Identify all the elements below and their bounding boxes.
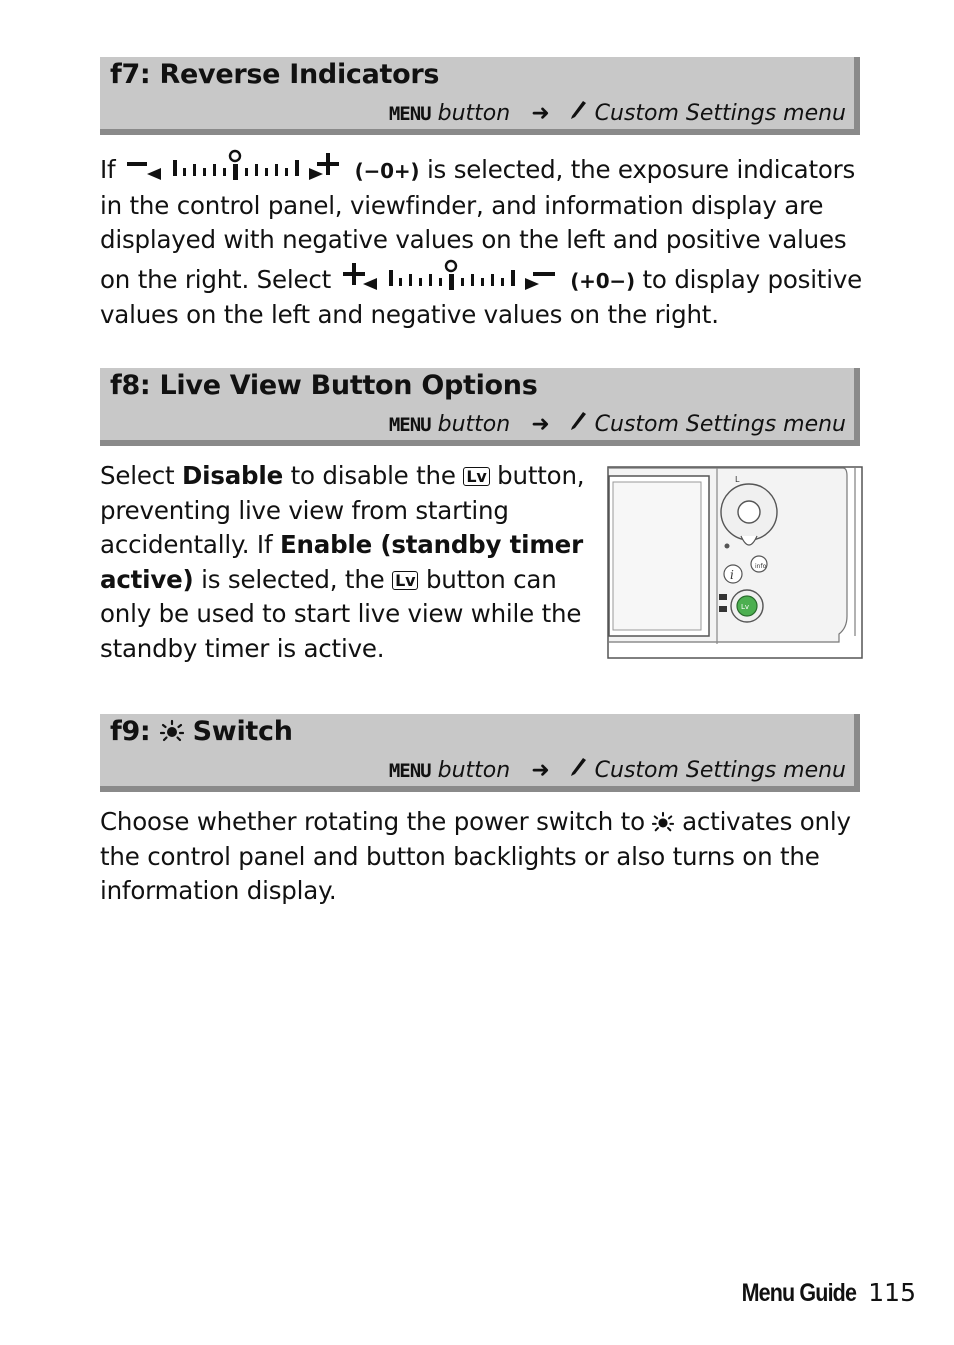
section-name: Menu Guide: [741, 1279, 857, 1307]
lv-button-icon: Lv: [463, 467, 489, 486]
pencil-icon: [569, 409, 589, 431]
camera-back-illustration: [607, 466, 863, 659]
indicator-code: (−0+): [354, 159, 420, 183]
exposure-indicator-minus-left-icon: [127, 148, 343, 184]
menu-button-label: MENU: [388, 760, 431, 782]
section-title: f9: Switch: [110, 716, 293, 747]
section-header-f9: [100, 714, 860, 792]
section-body-f8: Select Disable to disable the Lv button, preventing live view from starting accidentally. If Enable (standby timer active) is selected, the Lv button can only be used to start live view while the standby timer is active.: [100, 461, 585, 663]
exposure-indicator-plus-left-icon: [343, 258, 559, 294]
svg-text:info: info: [755, 563, 767, 570]
section-title: f8: Live View Button Options: [110, 370, 538, 401]
svg-text:i: i: [730, 568, 734, 582]
menu-path: MENU button ➜ Custom Settings menu: [389, 98, 846, 126]
menu-path: MENU button ➜ Custom Settings menu: [389, 409, 846, 437]
arrow-right-icon: ➜: [531, 758, 550, 783]
svg-text:Lv: Lv: [741, 603, 750, 611]
section-body-f7: If (−0+) is selected, the exposure indicators in the control panel, viewfinder, and information display are displayed with negative values on the left and positive values on the right. Select (+0−) to display positive values on the left and negative values on the right.: [100, 148, 870, 333]
lv-button-icon: Lv: [392, 571, 418, 590]
page-number: 115: [868, 1278, 916, 1307]
indicator-code: (+0−): [570, 268, 635, 293]
menu-path: MENU button ➜ Custom Settings menu: [389, 755, 846, 783]
arrow-right-icon: ➜: [531, 412, 550, 437]
backlight-icon: [160, 719, 184, 743]
arrow-right-icon: ➜: [531, 101, 550, 126]
section-header-f8: [100, 368, 860, 446]
svg-text:L: L: [735, 475, 740, 484]
page-footer: [723, 1278, 916, 1308]
section-body-f9: Choose whether rotating the power switch to activates only the control panel and button backlights or also turns on the information display.: [100, 807, 851, 906]
menu-button-label: MENU: [388, 103, 431, 125]
section-header-f7: [100, 57, 860, 135]
menu-button-label: MENU: [388, 414, 431, 436]
pencil-icon: [569, 98, 589, 120]
pencil-icon: [569, 755, 589, 777]
section-title: f7: Reverse Indicators: [110, 59, 440, 90]
backlight-icon: [652, 811, 674, 833]
